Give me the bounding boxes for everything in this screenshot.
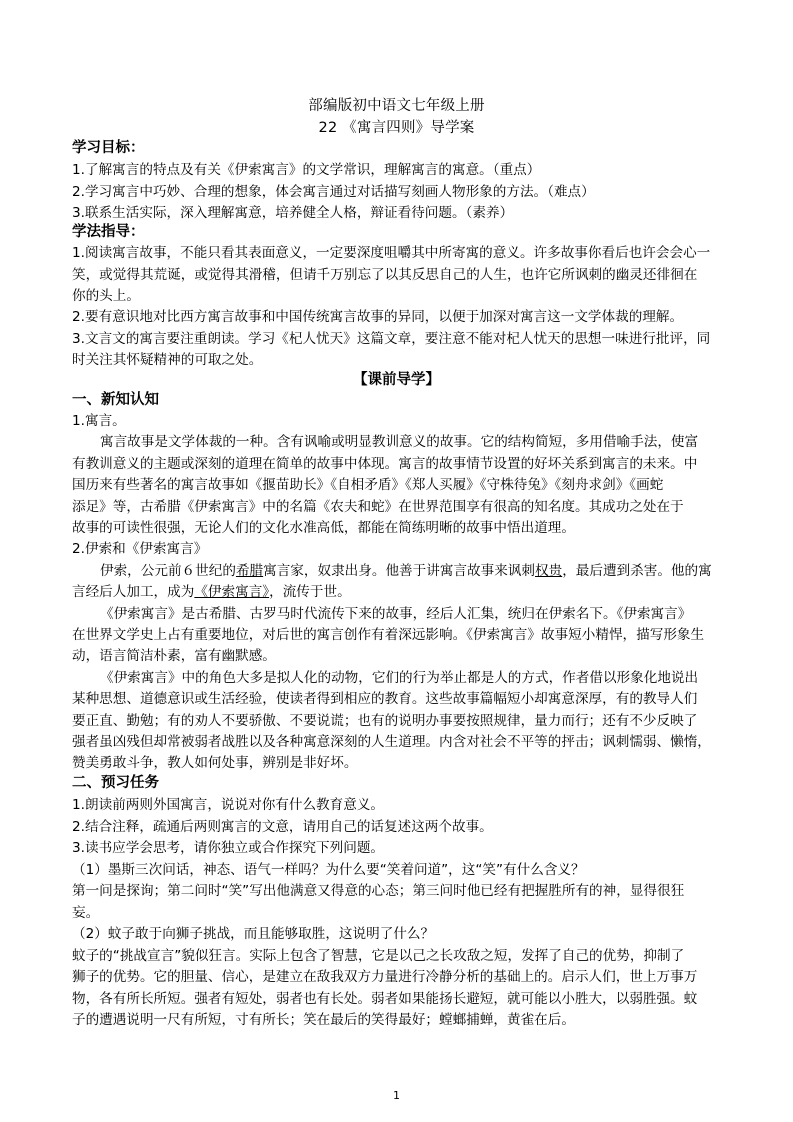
underlined-text: 《伊索寓言》 (194, 584, 270, 600)
paragraph-line: 强者虽凶残但却常被弱者战胜以及各种寓意深刻的人生道理。内含对社会不平等的抨击；讽刺懦弱、懒惰， (72, 734, 711, 750)
paragraph-line: 在世界文学史上占有重要地位，对后世的寓言创作有着深远影响。《伊索寓言》故事短小精悍，描写形象生 (72, 627, 705, 643)
subheading-aesop: 2.伊索和《伊索寓言》 (72, 541, 208, 557)
answer-line: 子的遭遇说明一尺有所短，寸有所长；笑在最后的笑得最好；螳螂捕蝉，黄雀在后。 (72, 1012, 575, 1028)
goal-item: 1.了解寓言的特点及有关《伊索寓言》的文学常识，理解寓言的寓意。（重点） (72, 162, 541, 178)
document-subtitle: 22 《寓言四则》导学案 (318, 120, 475, 136)
paragraph-line: 故事的可读性很强，无论人们的文化水准高低，都能在简练明晰的故事中悟出道理。 (72, 520, 575, 536)
paragraph-line: 要正直、勤勉；有的劝人不要骄傲、不要说谎；也有的说明办事要按照规律，量力而行；还有不少反映了 (72, 713, 698, 729)
document-title: 部编版初中语文七年级上册 (308, 98, 485, 114)
goals-heading: 学习目标： (72, 140, 145, 156)
text-run: 伊索，公元前６世纪的 (100, 563, 236, 579)
text-run: 寓言家，奴隶出身。他善于讲寓言故事来讽刺 (263, 563, 535, 579)
paragraph-line: 某种思想、道德意识或生活经验，使读者得到相应的教育。这些故事篇幅短小却寓意深厚，有的教导人们 (72, 691, 698, 707)
answer-line: 第一问是探询；第二问时“笑”写出他满意又得意的心态；第三问时他已经有把握胜所有的神，显得很狂 (72, 883, 685, 899)
section-heading-tasks: 二、预习任务 (72, 775, 159, 791)
page-number: 1 (393, 1089, 400, 1102)
paragraph-line: 有教训意义的主题或深刻的道理在简单的故事中体现。寓言的故事情节设置的好坏关系到寓言的未来。中 (72, 456, 698, 472)
underlined-text: 权贵 (535, 563, 563, 579)
method-line: 时关注其怀疑精神的可取之处。 (72, 352, 263, 368)
answer-line: 妄。 (72, 905, 100, 921)
answer-line: 蚊子的“挑战宣言”貌似狂言。实际上包含了智慧，它是以己之长攻敌之短，发挥了自己的优势，抑制了 (72, 948, 685, 964)
section-heading-knowledge: 一、新知认知 (72, 392, 159, 408)
method-heading: 学法指导： (72, 224, 145, 240)
underlined-text: 希腊 (235, 563, 264, 579)
preview-section-title: 【课前导学】 (353, 372, 440, 388)
task-item: 3.读书应学会思考，请你独立或合作探究下列问题。 (72, 840, 385, 856)
paragraph-line: 寓言故事是文学体裁的一种。含有讽喻或明显教训意义的故事。它的结构简短，多用借喻手法，使富 (100, 434, 699, 450)
answer-line: 狮子的优势。它的胆量、信心，是建立在敌我双方力量进行冷静分析的基础上的。启示人们，世上万事万 (72, 969, 698, 985)
text-run: ，流传于世。 (269, 584, 351, 600)
goal-item: 3.联系生活实际，深入理解寓意，培养健全人格，辩证看待问题。（素养） (72, 205, 514, 221)
task-item: 1.朗读前两则外国寓言，说说对你有什么教育意义。 (72, 797, 385, 813)
task-item: 2.结合注释，疏通后两则寓言的文意，请用自己的话复述这两个故事。 (72, 819, 493, 835)
method-line: 1.阅读寓言故事，不能只看其表面意义，一定要深度咀嚼其中所寄寓的意义。许多故事你看后也许会会心一 (72, 245, 711, 261)
paragraph-line: 动，语言简洁朴素，富有幽默感。 (72, 648, 276, 664)
paragraph-line: 赞美勇敢斗争，教人如何处事，辨别是非好坏。 (72, 755, 358, 771)
paragraph-line (72, 581, 724, 603)
question-1: （1）墨斯三次问话，神态、语气一样吗？为什么要“笑着问道”，这“笑”有什么含义？ (72, 862, 585, 878)
text-run: ，最后遭到杀害。他的寓 (562, 563, 712, 579)
goal-item: 2.学习寓言中巧妙、合理的想象，体会寓言通过对话描写刻画人物形象的方法。（难点） (72, 184, 595, 200)
subheading-fable: 1.寓言。 (72, 413, 126, 429)
paragraph-line: 添足》等，古希腊《伊索寓言》中的名篇《农夫和蛇》在世界范围享有很高的知名度。其成功之处在于 (72, 499, 684, 515)
method-line: 笑，或觉得其荒诞，或觉得其滑稽，但请千万别忘了以其反思自己的人生，也许它所讽刺的幽灵还徘徊在 (72, 267, 698, 283)
paragraph-line: 《伊索寓言》是古希腊、古罗马时代流传下来的故事，经后人汇集，统归在伊索名下。《伊索寓言》 (100, 606, 692, 622)
text-run: 言经后人加工，成为 (72, 584, 195, 600)
answer-line: 物，各有所长所短。强者有短处，弱者也有长处。弱者如果能扬长避短，就可能以小胜大，以弱胜强。蚊 (72, 991, 698, 1007)
paragraph-line: 国历来有些著名的寓言故事如《揠苗助长》《自相矛盾》《郑人买履》《守株待兔》《刻舟求剑》《画蛇 (72, 477, 664, 493)
paragraph-line: 《伊索寓言》中的角色大多是拟人化的动物，它们的行为举止都是人的方式，作者借以形象化地说出 (100, 670, 699, 686)
method-line: 2.要有意识地对比西方寓言故事和中国传统寓言故事的异同，以便于加深对寓言这一文学体裁的理解。 (72, 309, 684, 325)
method-line: 你的头上。 (72, 288, 140, 304)
paragraph-line (100, 560, 724, 582)
method-line: 3.文言文的寓言要注重朗读。学习《杞人忧天》这篇文章，要注意不能对杞人忧天的思想一味进行批评，同 (72, 331, 711, 347)
question-2: （2）蚊子敢于向狮子挑战，而且能够取胜，这说明了什么？ (72, 926, 435, 942)
